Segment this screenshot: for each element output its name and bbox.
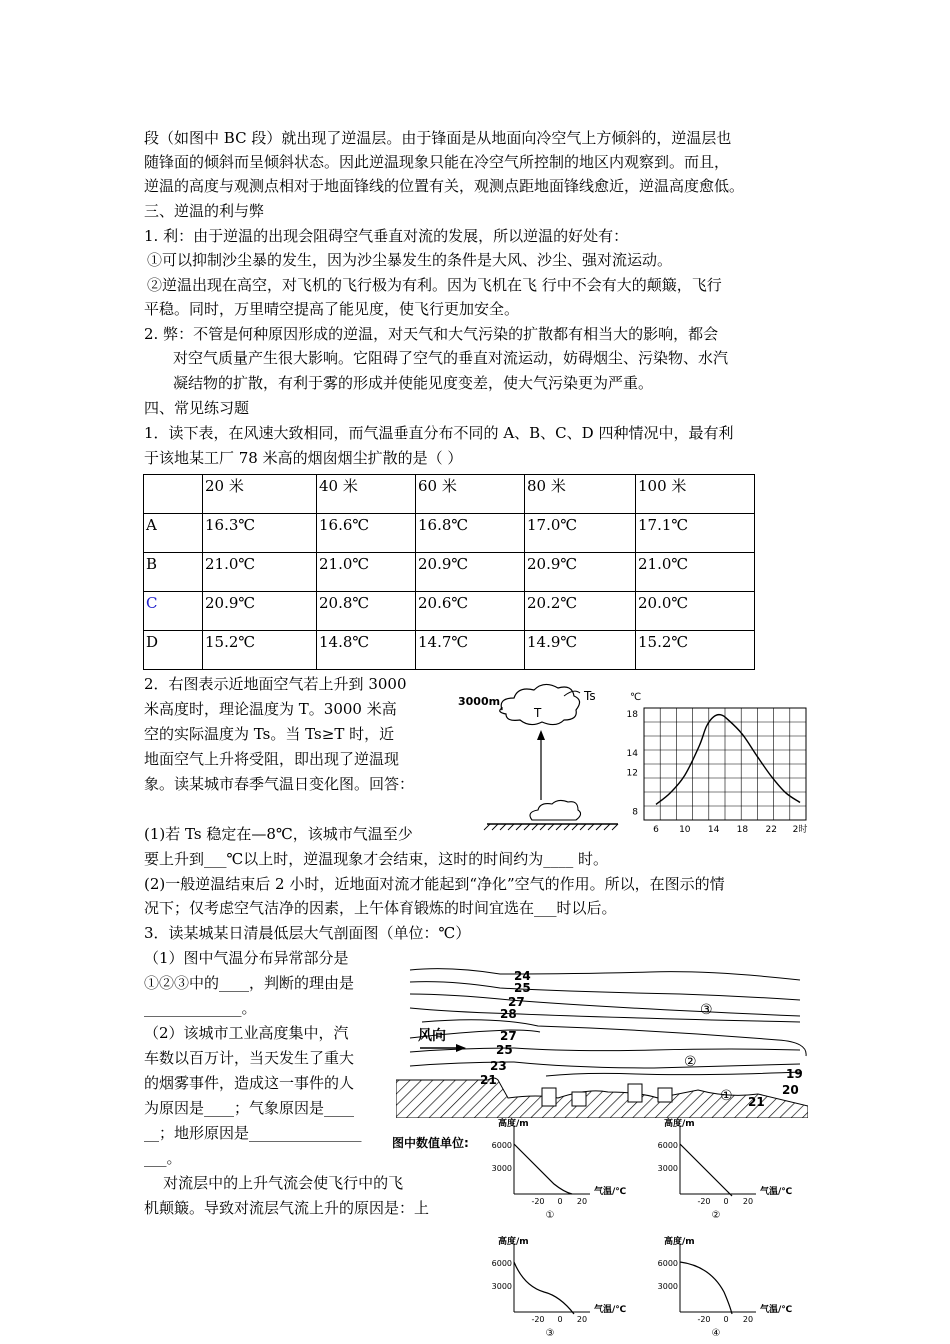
table-cell: 20.9℃ [416,553,525,592]
x-tick-label: -20 [697,1197,711,1206]
x-axis-label: 气温/℃ [760,1187,793,1197]
profile-chart [658,1117,793,1221]
svg-text:27: 27 [508,995,525,1009]
y-axis-label: ℃ [630,692,642,703]
table-cell: 14.7℃ [416,631,525,670]
table-cell: 14.8℃ [317,631,416,670]
table-cell: 60 米 [416,475,525,514]
svg-text:24: 24 [514,969,531,983]
y-tick-label: 6000 [491,1141,512,1150]
x-tick-label: 20 [742,1315,754,1324]
question-3-text: 机颠簸。导致对流层气流上升的原因是：上 [144,1199,430,1217]
x-tick-label: 2时 [792,825,808,835]
x-axis-label: 气温/℃ [760,1305,793,1315]
profile-number: ③ [545,1328,555,1339]
ts-pointer [564,691,580,696]
table-cell: 15.2℃ [636,631,755,670]
cross-section-caption: 图中数值单位: [392,1136,469,1150]
table-cell [144,475,203,514]
y-tick-label: 6000 [657,1141,678,1150]
table-cell: C [144,592,203,631]
question-3-text: __；地形原因是_______________ [144,1124,362,1142]
wind-arrow-head-icon [456,1044,466,1052]
para-line: ①可以抑制沙尘暴的发生，因为沙尘暴发生的条件是大风、沙尘、强对流运动。 [147,251,673,269]
table-row [144,475,755,514]
altitude-label: 3000m [458,695,501,708]
table-cell: B [144,553,203,592]
para-line: ②逆温出现在高空，对飞机的飞行极为有利。因为飞机在飞 行中不会有大的颠簸，飞行 [147,276,722,294]
x-tick-label: 14 [707,825,720,835]
table-cell: 21.0℃ [636,553,755,592]
y-tick-label: 3000 [657,1164,678,1173]
y-tick-labels [627,710,639,817]
building-block [572,1092,586,1106]
question-2-part-2: (2)一般逆温结束后 2 小时，近地面对流才能起到“净化”空气的作用。所以，在图示的情 [144,875,725,893]
table-cell: 20 米 [203,475,317,514]
svg-text:20: 20 [782,1083,799,1097]
zone-1-label: ① [720,1088,733,1104]
y-tick-label: 14 [626,748,638,759]
table-cell: 20.9℃ [525,553,636,592]
table-cell: 100 米 [636,475,755,514]
x-tick-label: 20 [742,1197,754,1206]
svg-text:25: 25 [514,981,531,995]
question-3-text: 为原因是____；气象原因是____ [144,1099,355,1117]
question-3-text: （2）该城市工业高度集中，汽 [144,1024,349,1042]
y-axis-label: 高度/m [498,1119,529,1129]
svg-text:25: 25 [496,1043,513,1057]
x-tick-label: -20 [531,1197,545,1206]
building-block [658,1088,672,1102]
ground-cloud-shape [530,800,581,820]
x-tick-label: 18 [736,825,749,835]
profile-number: ② [711,1210,721,1221]
table-cell: 17.0℃ [525,514,636,553]
table-cell: 21.0℃ [203,553,317,592]
y-tick-label: 6000 [491,1259,512,1268]
y-tick-label: 3000 [657,1282,678,1291]
profile-curve [680,1262,732,1314]
question-2: 空的实际温度为 Ts。当 Ts≥T 时，近 [144,725,395,743]
x-tick-label: 0 [557,1197,563,1206]
temperature-ts-label: Ts [584,689,596,703]
terrain-hatched [396,1078,808,1118]
para-line: 段（如图中 BC 段）就出现了逆温层。由于锋面是从地面向冷空气上方倾斜的，逆温层也 [144,129,732,147]
question-3-text: 的烟雾事件，造成这一事件的人 [144,1074,355,1092]
table-cell: 16.8℃ [416,514,525,553]
section-heading: 四、常见练习题 [144,399,250,417]
question-2-part-1: (1)若 Ts 稳定在—8℃，该城市气温至少 [144,825,413,843]
y-tick-label: 8 [632,807,638,818]
x-tick-label: 6 [653,825,659,835]
x-tick-label: 0 [723,1197,729,1206]
table-cell: 20.6℃ [416,592,525,631]
y-tick-label: 3000 [491,1282,512,1291]
question-3-text: _____________。 [144,999,257,1017]
svg-text:21: 21 [748,1095,765,1109]
svg-text:27: 27 [500,1029,517,1043]
y-axis-label: 高度/m [664,1119,695,1129]
table-cell: 20.8℃ [317,592,416,631]
building-block [542,1088,556,1106]
svg-text:19: 19 [786,1067,803,1081]
para-line: 1. 利：由于逆温的出现会阻碍空气垂直对流的发展，所以逆温的好处有： [144,227,629,245]
question-2: 2．右图表示近地面空气若上升到 3000 [144,675,407,693]
para-line: 2. 弊：不管是何种原因形成的逆温，对天气和大气污染的扩散都有相当大的影响，都会 [144,325,719,343]
table-cell: 14.9℃ [525,631,636,670]
table-row [144,631,755,670]
y-tick-label: 18 [626,709,638,720]
table-cell: 20.2℃ [525,592,636,631]
y-tick-label: 6000 [657,1259,678,1268]
question-2-part-1: 要上升到___℃以上时，逆温现象才会结束，这时的时间约为____ 时。 [144,850,609,868]
x-tick-label: 0 [557,1315,563,1324]
profile-curve [680,1144,732,1196]
question-2: 地面空气上升将受阻，即出现了逆温现 [144,750,400,768]
y-axis-label: 高度/m [498,1237,529,1247]
question-3-text: 对流层中的上升气流会使飞行中的飞 [144,1174,404,1192]
x-axis-label: 气温/℃ [594,1305,627,1315]
para-line: 凝结物的扩散，有利于雾的形成并使能见度变差，使大气污染更为严重。 [173,374,654,392]
chart-grid [644,708,806,820]
para-line: 随锋面的倾斜而呈倾斜状态。因此逆温现象只能在冷空气所控制的地区内观察到。而且， [144,153,730,171]
table-row [144,514,755,553]
wind-direction-label: 风向 [418,1028,446,1044]
daily-temperature-chart [622,688,812,838]
table-cell: 17.1℃ [636,514,755,553]
svg-text:23: 23 [490,1059,507,1073]
profile-curve [514,1262,574,1314]
profile-chart [658,1235,793,1339]
ground-hatching [484,824,618,830]
x-tick-label: 22 [765,825,777,835]
temperature-t-label: T [534,706,542,720]
svg-text:21: 21 [480,1073,497,1087]
profile-chart [492,1117,627,1221]
para-line: 逆温的高度与观测点相对于地面锋线的位置有关，观测点距地面锋线愈近，逆温高度愈低。 [144,177,745,195]
y-axis-label: 高度/m [664,1237,695,1247]
x-tick-label: -20 [531,1315,545,1324]
table-cell: 20.9℃ [203,592,317,631]
table-row [144,553,755,592]
table-cell: D [144,631,203,670]
question-2: 象。读某城市春季气温日变化图。回答： [144,775,415,793]
table-cell: 21.0℃ [317,553,416,592]
temperature-series-line [656,715,800,805]
profile-curve [514,1144,572,1194]
isotherm-lines [410,969,806,1076]
cross-section-figure [396,958,808,1118]
y-tick-label: 3000 [491,1164,512,1173]
question-2: 米高度时，理论温度为 T。3000 米高 [144,700,397,718]
temperature-table [143,474,755,670]
table-cell: 80 米 [525,475,636,514]
svg-text:28: 28 [500,1007,517,1021]
x-tick-labels [653,823,807,835]
profile-chart [492,1235,627,1339]
x-tick-label: 10 [679,825,691,835]
profile-charts [490,1114,810,1340]
zone-2-label: ② [684,1054,697,1070]
y-tick-label: 12 [626,768,638,779]
table-cell: 16.6℃ [317,514,416,553]
x-tick-label: 20 [576,1315,588,1324]
x-tick-label: -20 [697,1315,711,1324]
section-heading: 三、逆温的利与弊 [144,202,265,220]
question-3-text: ___。 [144,1149,182,1167]
profile-number: ④ [711,1328,721,1339]
x-axis-label: 气温/℃ [594,1187,627,1197]
x-tick-label: 0 [723,1315,729,1324]
table-cell: A [144,514,203,553]
question-3-text: （1）图中气温分布异常部分是 [144,949,349,967]
rising-air-figure [452,672,622,832]
profile-number: ① [545,1210,555,1221]
zone-3-label: ③ [700,1002,713,1018]
table-cell: 20.0℃ [636,592,755,631]
table-cell: 40 米 [317,475,416,514]
table-cell: 15.2℃ [203,631,317,670]
question-3-text: 车数以百万计，当天发生了重大 [144,1049,355,1067]
question-1: 于该地某工厂 78 米高的烟囱烟尘扩散的是（ ） [144,449,463,467]
question-3-text: ①②③中的____，判断的理由是 [144,974,355,992]
arrow-head-icon [537,730,545,740]
para-line: 对空气质量产生很大影响。它阻碍了空气的垂直对流运动，妨碍烟尘、污染物、水汽 [173,349,729,367]
table-row [144,592,755,631]
building-block [628,1084,642,1102]
para-line: 平稳。同时，万里晴空提高了能见度，使飞行更加安全。 [144,300,520,318]
question-1: 1．读下表，在风速大致相同，而气温垂直分布不同的 A、B、C、D 四种情况中，最有利 [144,424,734,442]
question-2-part-2: 况下；仅考虑空气洁净的因素，上午体育锻炼的时间宜选在___时以后。 [144,899,617,917]
question-3: 3．读某城某日清晨低层大气剖面图（单位：℃） [144,924,471,942]
x-tick-label: 20 [576,1197,588,1206]
table-cell: 16.3℃ [203,514,317,553]
